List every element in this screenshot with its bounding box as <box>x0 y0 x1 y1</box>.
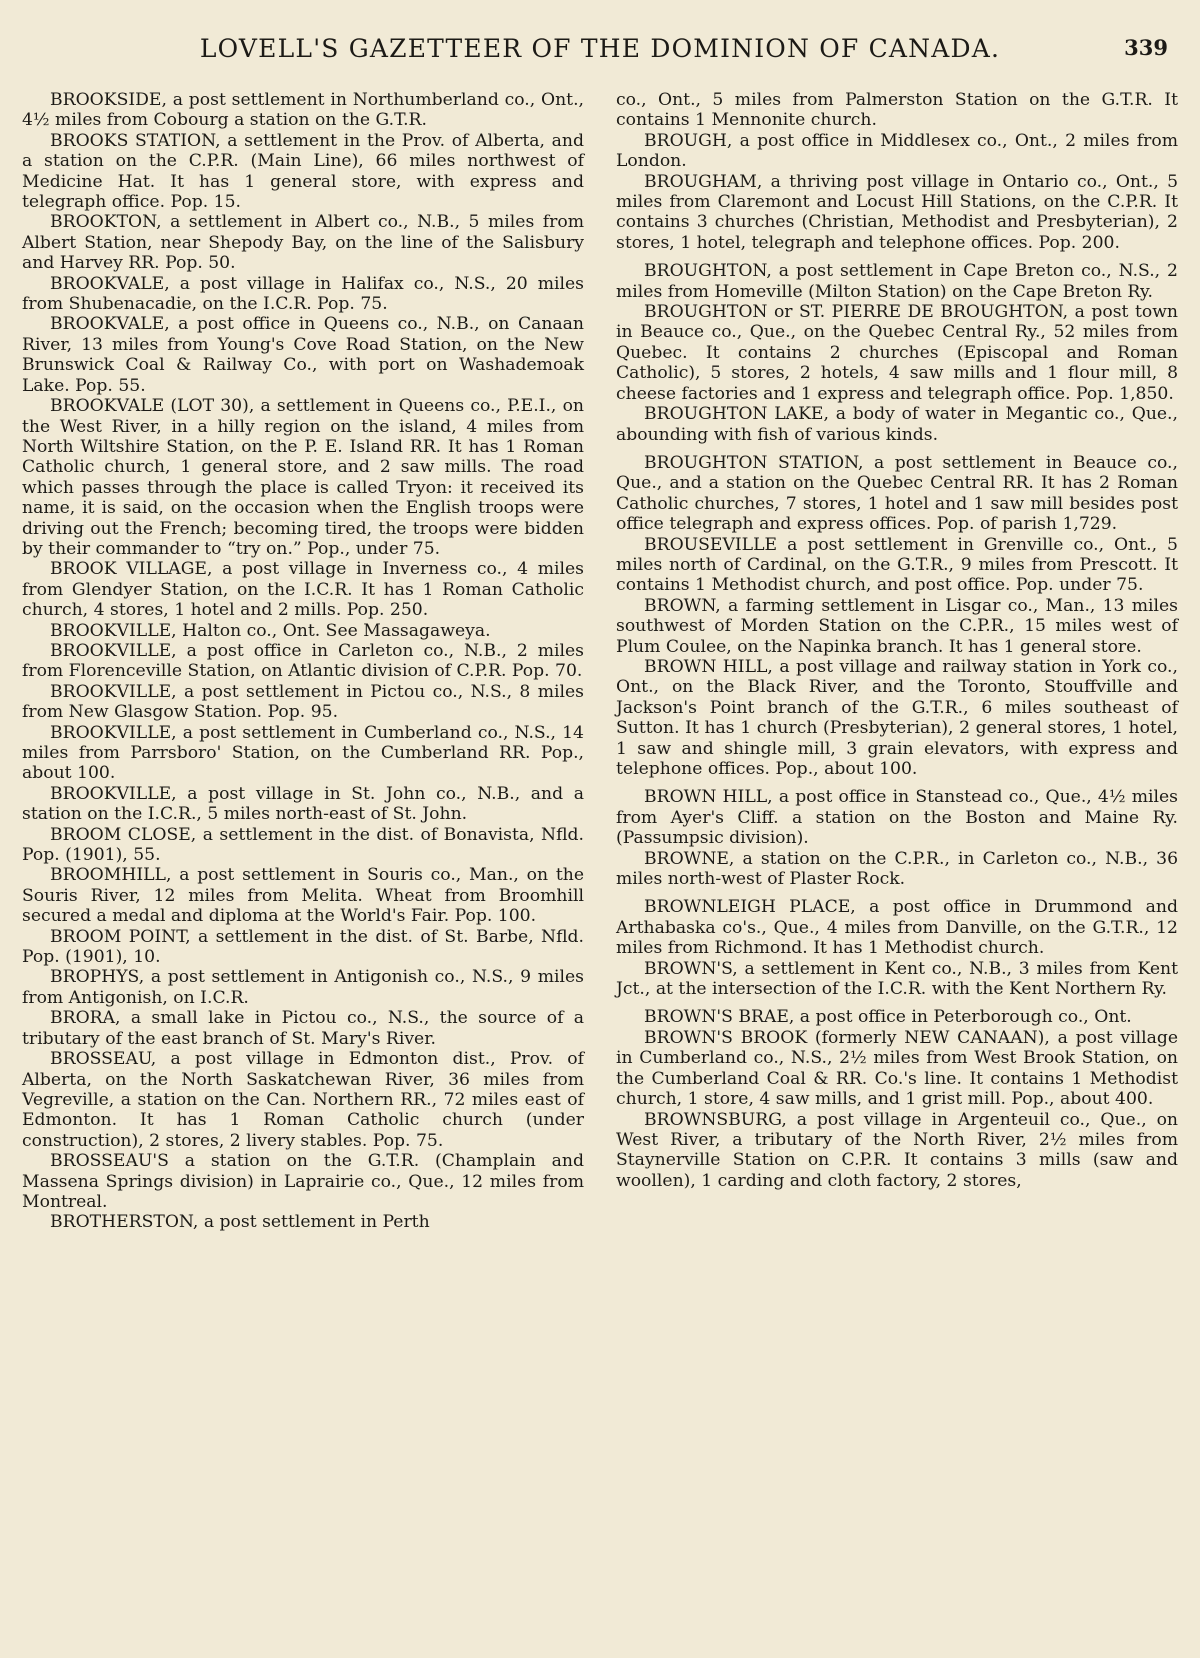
entry-text: a post village and railway station in York co., Ont., on the Black River, and the Toronto, Stouffville and Jackson's Point branch of the G.T.R., 6 miles southeast of Sutton. It has 1 church (Presbyterian), 2 general stores, 1 hotel, 1 saw and shingle mill, 3 grain elevators, with express and telephone offices. Pop., about 100. <box>616 656 1178 779</box>
entry-heading: BROOKSIDE, <box>50 90 167 110</box>
entry-heading: BROOKS STATION, <box>50 130 221 151</box>
entry-heading: BROOKTON, <box>50 212 162 233</box>
entry-heading: BROUGHTON, <box>644 261 772 282</box>
entry-heading: BROOKVALE, <box>50 273 170 294</box>
entry-text: a settlement in Albert co., N.B., 5 miles from Albert Station, near Shepody Bay, on the line of the Salisbury and Harvey RR. Pop. 50. <box>22 212 584 274</box>
entry-heading: BROOKVILLE, <box>50 783 177 804</box>
gazetteer-entry <box>22 641 584 682</box>
entry-text: a thriving post village in Ontario co., Ont., 5 miles from Claremont and Locust Hill Stations, on the C.P.R. It contains 3 churches (Christian, Methodist and Presbyterian), 2 stores, 1 hotel, telegraph and telephone offices. Pop. 200. <box>616 171 1179 253</box>
entry-text: a settlement in the dist. of Bonavista, Nfld. Pop. (1901), 55. <box>22 824 585 866</box>
entry-heading: BROOKVILLE, <box>50 722 177 743</box>
entry-heading: BROSSEAU'S <box>50 1151 169 1172</box>
entry-text: a post settlement in Grenville co., Ont., 5 miles north of Cardinal, on the G.T.R., 9 miles from Prescott. It contains 1 Methodist church, and post office. Pop. under 75. <box>616 534 1178 596</box>
entry-heading: BROUGHTON LAKE, <box>644 404 829 425</box>
gazetteer-entry <box>616 404 1178 445</box>
gazetteer-entry <box>22 927 584 968</box>
entry-heading: BROUGH, <box>644 130 733 151</box>
entry-text: a post settlement in Cumberland co., N.S., 14 miles from Parrsboro' Station, on the Cumberland RR. Pop., about 100. <box>22 722 584 784</box>
gazetteer-entry <box>22 1049 584 1151</box>
gazetteer-entry <box>22 682 584 723</box>
entry-text: a post office in Carleton co., N.B., 2 miles from Florenceville Station, on Atlantic division of C.P.R. Pop. 70. <box>22 640 584 682</box>
entry-text: a post settlement in Pictou co., N.S., 8 miles from New Glasgow Station. Pop. 95. <box>22 681 584 723</box>
gazetteer-entry <box>22 1151 584 1212</box>
entry-heading: BROWN'S BRAE, <box>644 1007 795 1028</box>
entry-heading: BROOK VILLAGE, <box>50 559 213 580</box>
entry-text: a post office in Queens co., N.B., on Canaan River, 13 miles from Young's Cove Road Station, on the New Brunswick Coal & Railway Co., with port on Washademoak Lake. Pop. 55. <box>22 314 584 396</box>
entry-text: a body of water in Megantic co., Que., abounding with fish of various kinds. <box>616 404 1178 445</box>
entry-text: a post village in Cumberland co., N.S., 2½ miles from West Brook Station, on the Cumberland Coal & RR. Co.'s line. It contains 1 Methodist church, 1 store, 4 saw mills, and 1 grist mill. Pop., about 400. <box>616 1027 1179 1110</box>
entry-text: a post settlement in Antigonish co., N.S., 9 miles from Antigonish, on I.C.R. <box>22 967 584 1008</box>
entry-text: Halton co., Ont. See Massagaweya. <box>182 620 491 641</box>
gazetteer-entry <box>22 1008 584 1049</box>
gazetteer-entry <box>616 535 1178 596</box>
entry-text: a post office in Peterborough co., Ont. <box>799 1007 1132 1028</box>
right-column <box>616 90 1178 1233</box>
gazetteer-entry <box>616 657 1178 779</box>
entry-text: a station on the C.P.R., in Carleton co., N.B., 36 miles north-west of Plaster Rock. <box>616 848 1179 890</box>
entry-text: a post village in Inverness co., 4 miles from Glendyer Station, on the I.C.R. It has 1 Roman Catholic church, 4 stores, 1 hotel and 2 mills. Pop. 250. <box>22 559 584 621</box>
gazetteer-entry <box>22 131 584 213</box>
gazetteer-entry <box>616 1028 1178 1110</box>
entry-heading: BROOKVILLE, <box>50 620 177 641</box>
gazetteer-entry <box>616 959 1178 1000</box>
gazetteer-entry <box>616 897 1178 958</box>
entry-heading: BROUGHTON or ST. PIERRE DE BROUGHTON, <box>644 302 1069 323</box>
gazetteer-entry <box>22 723 584 784</box>
gazetteer-entry <box>22 865 584 926</box>
gazetteer-entry <box>22 274 584 315</box>
gazetteer-entry <box>22 396 584 559</box>
entry-text: a post village in Argenteuil co., Que., on West River, a tributary of the North River, 2½ miles from Staynerville Station on C.P.R. It contains 3 mills (saw and woollen), 1 carding and cloth factory, 2 stores, <box>616 1109 1179 1191</box>
gazetteer-entry <box>616 131 1178 172</box>
entry-text: a post office in Middlesex co., Ont., 2 miles from London. <box>616 130 1178 172</box>
entry-heading: BROPHYS, <box>50 967 145 988</box>
entry-heading: BROOM POINT, <box>50 926 191 947</box>
entry-heading: BROWNE, <box>644 848 735 869</box>
page-header <box>22 18 1178 62</box>
entry-text: a post office in Drummond and Arthabaska co's., Que., 4 miles from Danville, on the G.T.R., 12 miles from Richmond. It has 1 Methodist church. <box>616 897 1179 959</box>
gazetteer-entry <box>616 172 1178 254</box>
page-number: 339 <box>1124 35 1168 60</box>
gazetteer-entry <box>22 967 584 1008</box>
gazetteer-entry <box>616 849 1178 890</box>
entry-heading: BROOKVALE (LOT 30), <box>50 396 255 417</box>
entry-text: a post settlement in Northumberland co., Ont., 4½ miles from Cobourg a station on the G.T.R. <box>22 90 585 131</box>
entry-text: a post office in Stanstead co., Que., 4½ miles from Ayer's Cliff. a station on the Boston and Maine Ry. (Passumpsic division). <box>616 787 1179 849</box>
entry-heading: BROSSEAU, <box>50 1049 157 1070</box>
gazetteer-entry <box>22 1212 584 1232</box>
entry-heading: BROOM CLOSE, <box>50 824 197 845</box>
entry-text: a settlement in the dist. of St. Barbe, Nfld. Pop. (1901), 10. <box>22 926 585 968</box>
entry-text: a small lake in Pictou co., N.S., the source of a tributary of the east branch of St. Mary's River. <box>22 1008 584 1049</box>
gazetteer-entry <box>22 314 584 396</box>
left-column <box>22 90 584 1233</box>
entry-heading: BROWN, <box>644 595 721 616</box>
gazetteer-entry <box>616 453 1178 535</box>
gazetteer-entry <box>616 1110 1178 1192</box>
gazetteer-entry <box>22 621 584 641</box>
entry-heading: BROUSEVILLE <box>644 534 778 555</box>
entry-heading: BROTHERSTON, <box>50 1212 199 1233</box>
entry-text: a post settlement in Cape Breton co., N.S., 2 miles from Homeville (Milton Station) on the Cape Breton Ry. <box>616 261 1178 302</box>
entry-heading: BROOMHILL, <box>50 865 172 886</box>
gazetteer-entry <box>22 212 584 273</box>
gazetteer-entry <box>616 1007 1178 1027</box>
entry-heading: BROOKVALE, <box>50 314 170 335</box>
entry-heading: BROUGHAM, <box>644 171 763 192</box>
running-title: LOVELL'S GAZETTEER OF THE DOMINION OF CANADA. <box>199 34 1001 63</box>
entry-text: co., Ont., 5 miles from Palmerston Station on the G.T.R. It contains 1 Mennonite church. <box>616 90 1178 131</box>
gazetteer-entry <box>616 787 1178 848</box>
entry-text: a post village in St. John co., N.B., and a station on the I.C.R., 5 miles north-east of St. John. <box>22 783 584 825</box>
entry-text: a post village in Halifax co., N.S., 20 miles from Shubenacadie, on the I.C.R. Pop. 75. <box>22 273 585 315</box>
entry-text: a settlement in Queens co., P.E.I., on the West River, in a hilly region on the island, 4 miles from North Wiltshire Station, on the P. E. Island RR. It has 1 Roman Catholic church, 1 general store, and 2 saw mills. The road which passes through the place is called Tryon: it received its name, it is said, on the occasion when the English troops were driving out the French; becoming tired, the troops were bidden by their commander to “try on.” Pop., under 75. <box>22 396 584 559</box>
gazetteer-entry <box>616 596 1178 657</box>
entry-text: a post settlement in Beauce co., Que., and a station on the Quebec Central RR. It has 2 Roman Catholic churches, 7 stores, 1 hotel and 1 saw mill besides post office telegraph and express offices. Pop. of parish 1,729. <box>616 452 1178 535</box>
gazetteer-entry <box>22 90 584 131</box>
entry-text: a post settlement in Souris co., Man., on the Souris River, 12 miles from Melita. Wheat from Broomhill secured a medal and diploma at the World's Fair. Pop. 100. <box>22 865 584 927</box>
entry-heading: BROWN HILL, <box>644 656 773 677</box>
gazetteer-entry <box>22 825 584 866</box>
gazetteer-entry <box>616 302 1178 404</box>
entry-heading: BROOKVILLE, <box>50 640 177 661</box>
entry-heading: BROWN'S, <box>644 958 738 979</box>
entry-text: a farming settlement in Lisgar co., Man., 13 miles southwest of Morden Station on the C.P.R., 15 miles west of Plum Coulee, on the Napinka branch. It has 1 general store. <box>616 595 1178 657</box>
entry-text: a post town in Beauce co., Que., on the Quebec Central Ry., 52 miles from Quebec. It contains 2 churches (Episcopal and Roman Catholic), 5 stores, 2 hotels, 4 saw mills and 1 flour mill, 8 cheese factories and 1 express and telegraph office. Pop. 1,850. <box>616 302 1178 404</box>
entry-text: a post settlement in Perth <box>203 1212 430 1233</box>
entry-heading: BROWNSBURG, <box>644 1109 787 1130</box>
entry-heading: BROWNLEIGH PLACE, <box>644 897 856 918</box>
gazetteer-entry <box>22 559 584 620</box>
entry-heading: BROWN'S BROOK (formerly NEW CANAAN), <box>644 1027 1050 1048</box>
text-columns <box>22 90 1178 1233</box>
entry-heading: BROWN HILL, <box>644 787 773 808</box>
gazetteer-entry <box>616 261 1178 302</box>
entry-heading: BROOKVILLE, <box>50 681 177 702</box>
gazetteer-entry <box>616 90 1178 131</box>
entry-text: a settlement in the Prov. of Alberta, and a station on the C.P.R. (Main Line), 66 miles northwest of Medicine Hat. It has 1 general store, with express and telegraph office. Pop. 15. <box>22 130 584 213</box>
entry-heading: BROUGHTON STATION, <box>644 452 864 473</box>
entry-text: a station on the G.T.R. (Champlain and Massena Springs division) in Laprairie co., Que., 12 miles from Montreal. <box>22 1151 585 1212</box>
entry-text: a post village in Edmonton dist., Prov. of Alberta, on the North Saskatchewan River, 36 miles from Vegreville, a station on the Can. Northern RR., 72 miles east of Edmonton. It has 1 Roman Catholic church (under construction), 2 stores, 2 livery stables. Pop. 75. <box>22 1049 585 1151</box>
gazetteer-entry <box>22 784 584 825</box>
entry-heading: BRORA, <box>50 1008 121 1029</box>
entry-text: a settlement in Kent co., N.B., 3 miles from Kent Jct., at the intersection of the I.C.R. with the Kent Northern Ry. <box>616 958 1178 1000</box>
